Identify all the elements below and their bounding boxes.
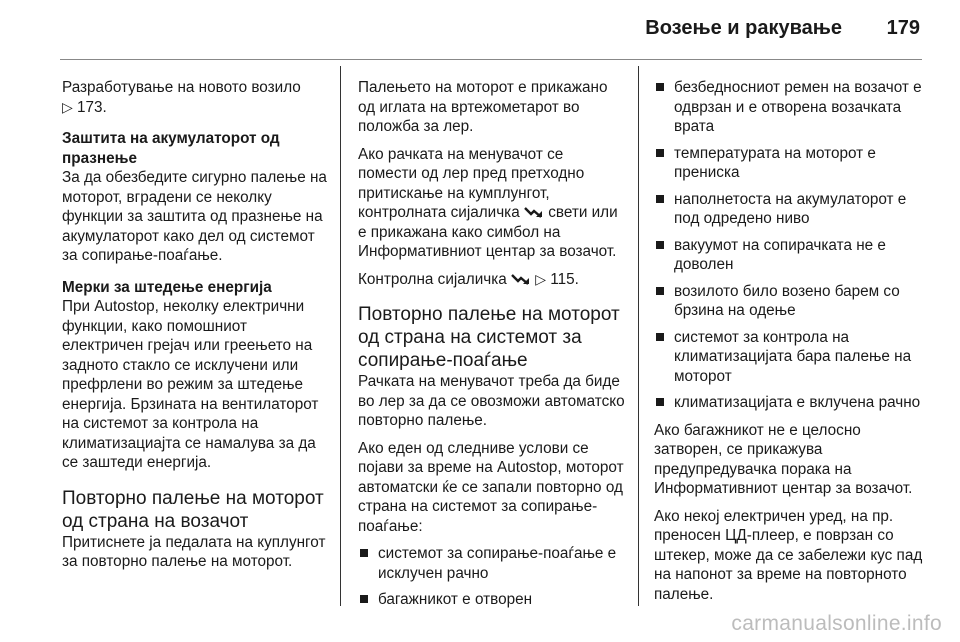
list-item-text: температурата на моторот е прениска: [674, 144, 876, 181]
column-divider-2: [638, 66, 639, 606]
bullet-icon: [656, 149, 664, 157]
stop-start-lamp-icon: [524, 205, 544, 219]
list-item: [654, 78, 924, 137]
column-1: [62, 78, 328, 580]
idle-indicator-text: Палењето на моторот е прикажано од иглата на вртежометарот во положба за лер.: [358, 79, 608, 135]
intro-text: Разработување на новото возило: [62, 79, 301, 96]
page-header: [0, 0, 960, 62]
trunk-warning-text: Ако багажникот не е целосно затворен, се прикажува предупредувачка порака на Информативниот центар за возачот.: [654, 421, 913, 497]
list-item: [654, 144, 924, 183]
system-restart-text: Рачката на менувачот треба да биде во лер за да се овозможи автоматско повторно палење.: [358, 373, 625, 429]
conditions-list: [358, 544, 626, 610]
control-lamp-reference: [358, 270, 626, 290]
voltage-drop-text: Ако некој електричен уред, на пр. преносен ЦД-плеер, е поврзан со штекер, може да се забележи кус пад на напонот за време на повторното палење.: [654, 507, 923, 603]
control-lamp-text-a: Ако рачката на менувачот се помести од лер пред претходно притискање на кумплунгот, контролната сијаличка: [358, 145, 585, 221]
column-2: [358, 78, 626, 618]
bullet-icon: [360, 549, 368, 557]
list-item-text: вакуумот на сопирачката не е доволен: [674, 236, 886, 273]
list-item: [654, 236, 924, 275]
watermark: carmanualsonline.info: [731, 612, 942, 635]
conditions-list-continued: [654, 78, 924, 413]
cross-reference-link[interactable]: 115.: [550, 270, 579, 288]
list-item: [654, 282, 924, 321]
bullet-icon: [656, 398, 664, 406]
column-divider-1: [340, 66, 341, 606]
list-item: [358, 590, 626, 610]
intro-paragraph: [62, 78, 328, 117]
cross-reference-arrow-icon: ▷: [62, 98, 73, 115]
list-item-text: системот за контрола на климатизацијата бара палење на моторот: [674, 328, 912, 385]
header-divider: [60, 59, 922, 60]
battery-protection-text: За да обезбедите сигурно палење на моторот, вградени се неколку функции за заштита од празнење на акумулаторот како дел од системот за сопирање-поаѓање.: [62, 169, 327, 264]
energy-saving-text: При Autostop, неколку електрични функции, како помошниот електричен грејач или греењето на задното стакло се исклучени или префрлени во режим за штедење енергија. Брзината на вентилаторот на системот за контрола на климатизациајта се намалува за да се заштеди енергија.: [62, 298, 319, 471]
list-item-text: безбедносниот ремен на возачот е одврзан и е отворена возачката врата: [674, 79, 922, 135]
cross-reference-link[interactable]: 173.: [77, 98, 107, 116]
section-heading-system-restart: Повторно палење на моторот од страна на системот за сопирање-поаѓање: [358, 304, 620, 371]
page-number: 179: [886, 17, 920, 39]
stop-start-lamp-icon: [511, 272, 531, 286]
bullet-icon: [360, 595, 368, 603]
list-item-text: наполнетоста на акумулаторот е под одредено ниво: [674, 190, 907, 227]
bullet-icon: [656, 195, 664, 203]
control-lamp-paragraph: [358, 145, 626, 262]
section-heading-driver-restart: Повторно палење на моторот од страна на возачот: [62, 487, 324, 532]
page-title: Возење и ракување: [645, 17, 842, 39]
list-item-text: климатизацијата е вклучена рачно: [674, 394, 921, 411]
cross-reference-arrow-icon: ▷: [535, 270, 547, 287]
list-item-text: возилото било возено барем со брзина на одење: [674, 282, 900, 319]
section-heading-energy-saving: Мерки за штедење енергија: [62, 278, 272, 296]
driver-restart-text: Притиснете ја педалата на куплунгот за повторно палење на моторот.: [62, 533, 326, 570]
list-item-text: багажникот е отворен: [378, 591, 533, 608]
list-item: [358, 544, 626, 583]
autostop-conditions-intro: Ако еден од следниве услови се појави за време на Autostop, моторот автоматски ќе се запали повторно од страна на системот за сопирање-поаѓање:: [358, 439, 624, 535]
control-lamp-text-b: свети или е прикажана како симбол на Информативниот центар за возачот.: [358, 204, 618, 260]
list-item: [654, 393, 924, 413]
list-item: [654, 190, 924, 229]
list-item: [654, 328, 924, 387]
section-heading-battery-protection: Заштита на акумулаторот од празнење: [62, 130, 280, 167]
bullet-icon: [656, 241, 664, 249]
bullet-icon: [656, 83, 664, 91]
bullet-icon: [656, 333, 664, 341]
column-3: [654, 78, 924, 612]
bullet-icon: [656, 287, 664, 295]
control-lamp-ref-text: Контролна сијаличка: [358, 270, 507, 288]
list-item-text: системот за сопирање-поаѓање е исклучен рачно: [378, 545, 617, 582]
